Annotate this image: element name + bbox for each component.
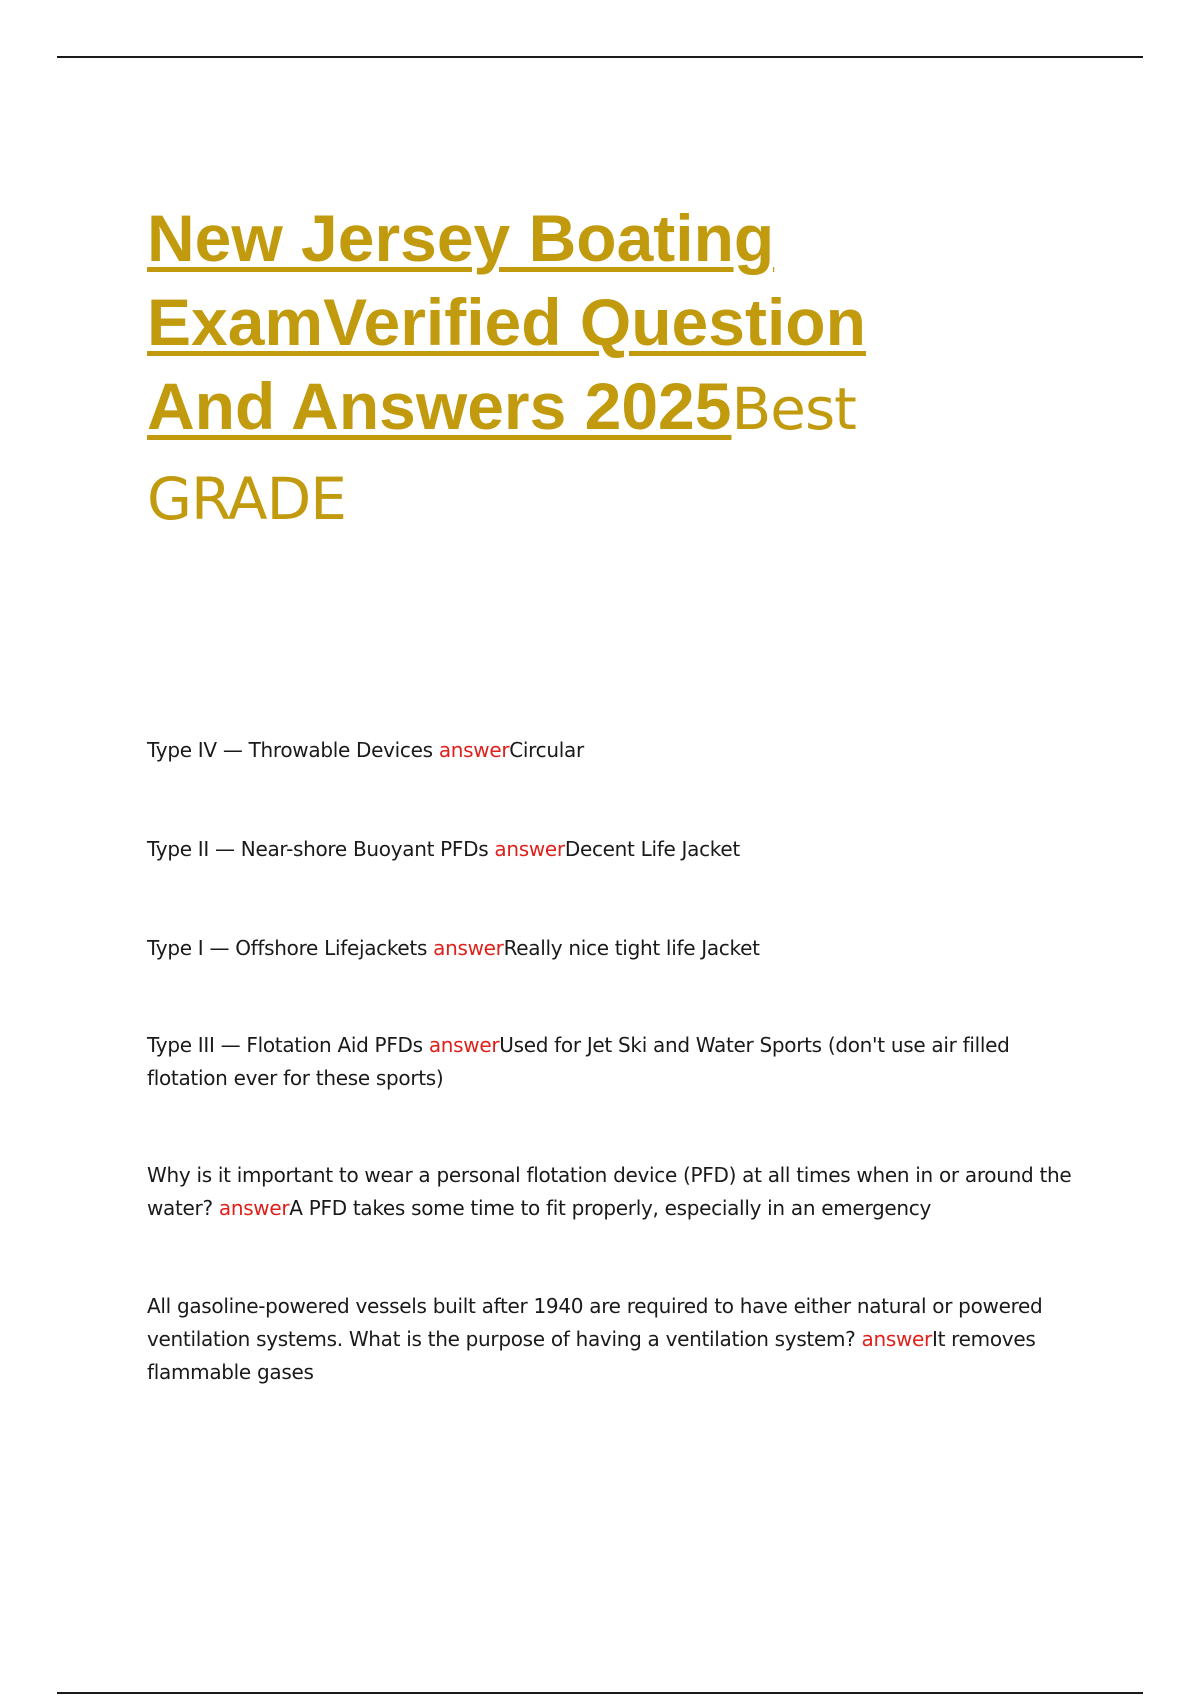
qa-answer: Decent Life Jacket <box>564 837 740 861</box>
title-line-1-text: New Jersey Boating <box>147 201 775 275</box>
qa-answer: It removes flammable gases <box>147 1327 1036 1384</box>
qa-answer: Used for Jet Ski and Water Sports (don't use air filled flotation ever for these sports) <box>147 1033 1010 1090</box>
qa-item <box>147 1159 1077 1225</box>
answer-marker: answer <box>861 1327 932 1351</box>
qa-question: Type IV — Throwable Devices <box>147 738 439 762</box>
qa-question: Type II — Near-shore Buoyant PFDs <box>147 837 495 861</box>
title-line-2-text: ExamVerified Question <box>147 285 866 359</box>
qa-item <box>147 734 584 767</box>
answer-marker: answer <box>433 936 504 960</box>
qa-item <box>147 932 760 965</box>
document-title <box>147 196 1047 541</box>
qa-answer: Circular <box>509 738 584 762</box>
header-rule <box>57 56 1143 58</box>
qa-answer: A PFD takes some time to fit properly, especially in an emergency <box>289 1196 932 1220</box>
footer-rule <box>57 1692 1143 1694</box>
title-line-3 <box>147 364 1047 451</box>
qa-answer: Really nice tight life Jacket <box>503 936 760 960</box>
qa-question: Why is it important to wear a personal flotation device (PFD) at all times when in or around the water? <box>147 1163 1072 1220</box>
title-line-4: GRADE <box>147 465 346 533</box>
qa-question: Type I — Offshore Lifejackets <box>147 936 434 960</box>
answer-marker: answer <box>438 738 510 762</box>
title-line-1 <box>147 196 1047 280</box>
qa-question: All gasoline-powered vessels built after 1940 are required to have either natural or powered ventilation systems. What is the purpose of having a ventilation system? <box>147 1294 1043 1351</box>
qa-item <box>147 833 740 866</box>
answer-marker: answer <box>494 837 565 861</box>
title-line-2 <box>147 280 1047 364</box>
title-line-3-text: And Answers 2025 <box>147 369 732 443</box>
qa-question: Type III — Flotation Aid PFDs <box>147 1033 429 1057</box>
answer-marker: answer <box>428 1033 500 1057</box>
qa-item <box>147 1029 1077 1095</box>
title-line-3-suffix: Best <box>731 375 856 443</box>
qa-item <box>147 1290 1077 1389</box>
answer-marker: answer <box>218 1196 290 1220</box>
